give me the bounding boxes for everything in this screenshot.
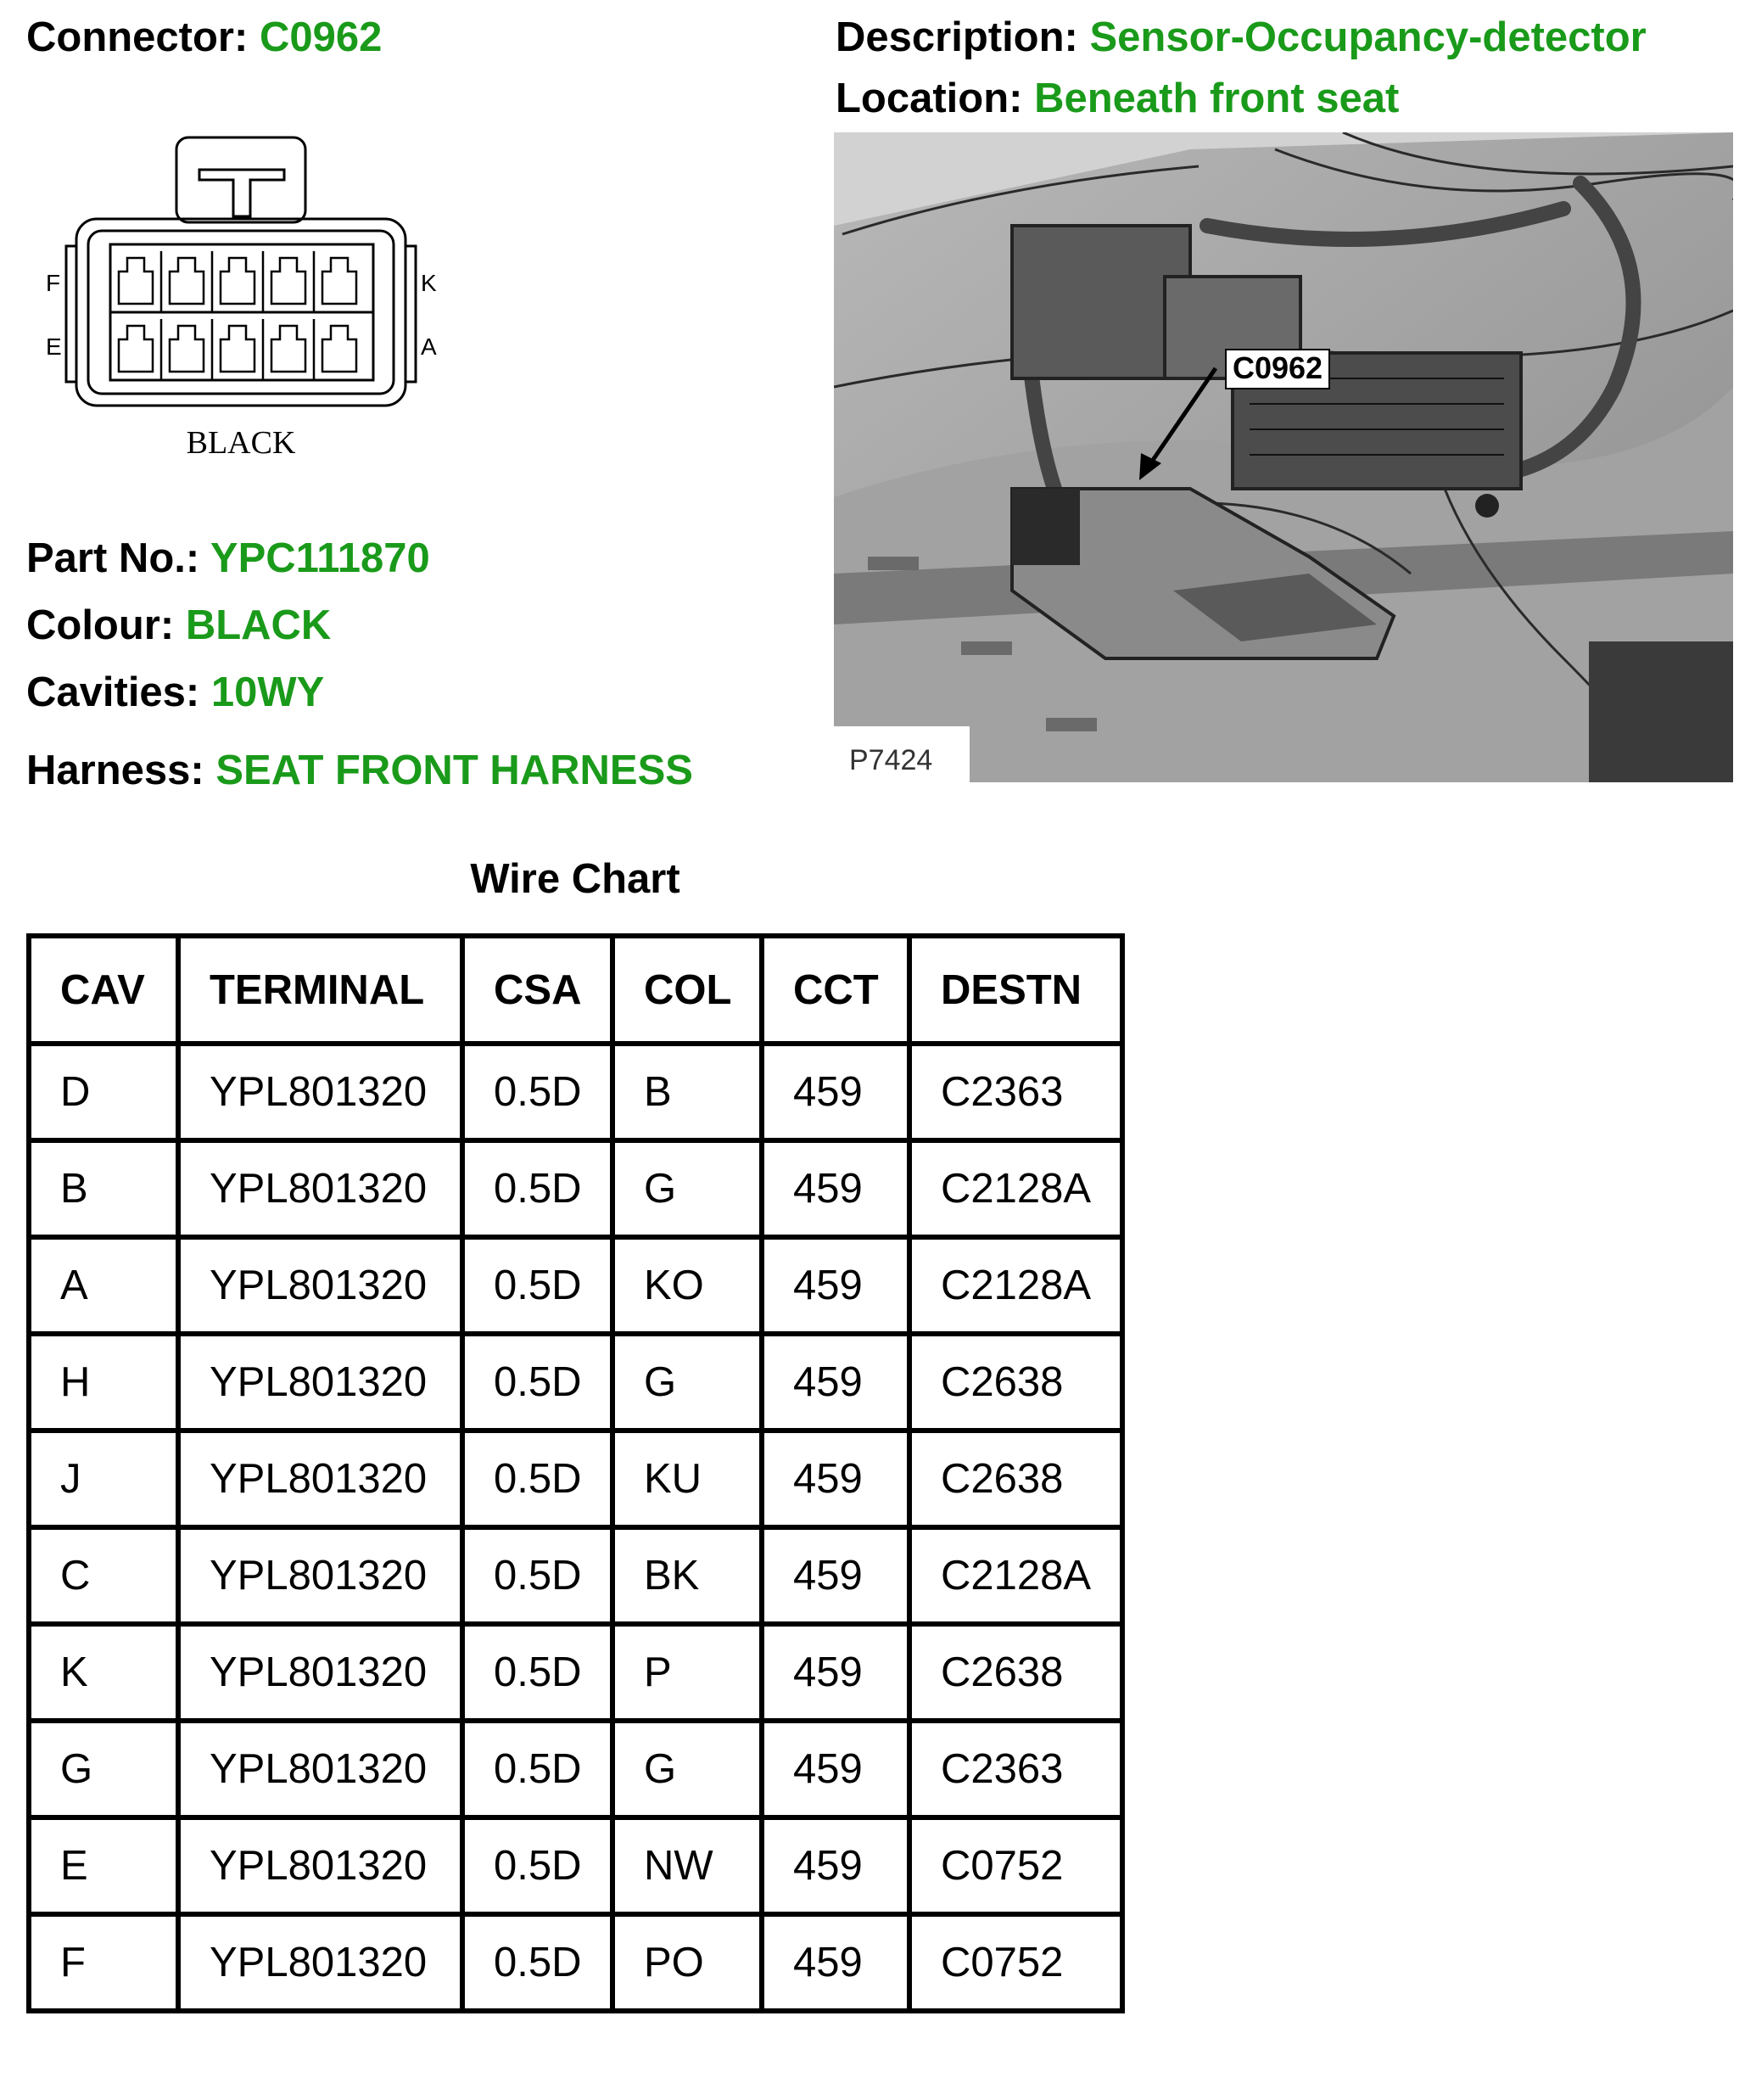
cell-terminal: YPL801320 bbox=[178, 1237, 462, 1334]
cell-terminal: YPL801320 bbox=[178, 1334, 462, 1431]
cell-terminal: YPL801320 bbox=[178, 1721, 462, 1817]
cavities-label: Cavities: bbox=[26, 669, 200, 715]
location-label: Location: bbox=[836, 76, 1023, 121]
cavity-outline bbox=[322, 258, 356, 304]
cell-csa: 0.5D bbox=[462, 1237, 612, 1334]
pin-label-f: F bbox=[46, 270, 61, 296]
part-number-value: YPC111870 bbox=[210, 535, 430, 581]
cell-col: G bbox=[612, 1140, 762, 1237]
location-field bbox=[836, 78, 1399, 120]
table-row bbox=[29, 1527, 1122, 1624]
cell-cct: 459 bbox=[762, 1914, 909, 2011]
cavity-outline bbox=[221, 326, 254, 372]
cell-cav: J bbox=[29, 1431, 178, 1527]
cell-cav: B bbox=[29, 1140, 178, 1237]
cell-cct: 459 bbox=[762, 1721, 909, 1817]
table-row bbox=[29, 1817, 1122, 1914]
column-header-terminal: TERMINAL bbox=[178, 936, 462, 1044]
cavity-outline bbox=[322, 326, 356, 372]
cell-terminal: YPL801320 bbox=[178, 1140, 462, 1237]
harness-label: Harness: bbox=[26, 748, 204, 793]
cell-cav: C bbox=[29, 1527, 178, 1624]
colour-label: Colour: bbox=[26, 602, 175, 648]
harness-value: SEAT FRONT HARNESS bbox=[215, 748, 693, 793]
cell-csa: 0.5D bbox=[462, 1527, 612, 1624]
description-value: Sensor-Occupancy-detector bbox=[1089, 14, 1647, 60]
cell-cct: 459 bbox=[762, 1334, 909, 1431]
description-field bbox=[836, 14, 1647, 60]
cell-destn: C2128A bbox=[909, 1140, 1122, 1237]
cell-destn: C2128A bbox=[909, 1527, 1122, 1624]
housing-colour-label: BLACK bbox=[186, 425, 296, 461]
cell-cct: 459 bbox=[762, 1624, 909, 1721]
cell-csa: 0.5D bbox=[462, 1914, 612, 2011]
cell-cav: F bbox=[29, 1914, 178, 2011]
table-row bbox=[29, 1431, 1122, 1527]
photo-callout-label: C0962 bbox=[1232, 350, 1323, 385]
cavity-outline bbox=[119, 258, 153, 304]
table-row bbox=[29, 1140, 1122, 1237]
cavity-outline bbox=[221, 258, 254, 304]
cell-col: PO bbox=[612, 1914, 762, 2011]
cell-col: G bbox=[612, 1721, 762, 1817]
description-label: Description: bbox=[836, 14, 1078, 60]
cell-csa: 0.5D bbox=[462, 1817, 612, 1914]
cell-csa: 0.5D bbox=[462, 1431, 612, 1527]
wire-chart-body bbox=[29, 1044, 1122, 2011]
column-header-csa: CSA bbox=[462, 936, 612, 1044]
table-row bbox=[29, 1044, 1122, 1140]
table-header-row bbox=[29, 936, 1122, 1044]
cavities-value: 10WY bbox=[210, 669, 325, 715]
cell-destn: C2638 bbox=[909, 1334, 1122, 1431]
cell-cct: 459 bbox=[762, 1527, 909, 1624]
connector-field bbox=[26, 14, 383, 60]
connector-value: C0962 bbox=[259, 14, 383, 60]
cell-csa: 0.5D bbox=[462, 1140, 612, 1237]
location-value: Beneath front seat bbox=[1034, 76, 1400, 121]
cell-cct: 459 bbox=[762, 1817, 909, 1914]
cell-csa: 0.5D bbox=[462, 1334, 612, 1431]
cell-terminal: YPL801320 bbox=[178, 1431, 462, 1527]
cell-col: KU bbox=[612, 1431, 762, 1527]
wire-chart-title: Wire Chart bbox=[470, 856, 680, 902]
harness-field bbox=[26, 750, 693, 792]
cell-col: BK bbox=[612, 1527, 762, 1624]
photo-figure-id: P7424 bbox=[849, 744, 933, 776]
cell-destn: C0752 bbox=[909, 1817, 1122, 1914]
table-row bbox=[29, 1914, 1122, 2011]
cell-destn: C2638 bbox=[909, 1624, 1122, 1721]
cavities-field bbox=[26, 669, 325, 715]
cell-csa: 0.5D bbox=[462, 1721, 612, 1817]
table-row bbox=[29, 1334, 1122, 1431]
cell-cav: H bbox=[29, 1334, 178, 1431]
cell-cav: G bbox=[29, 1721, 178, 1817]
cell-cct: 459 bbox=[762, 1044, 909, 1140]
cell-cav: K bbox=[29, 1624, 178, 1721]
cell-cav: D bbox=[29, 1044, 178, 1140]
pin-label-e: E bbox=[46, 333, 62, 360]
cell-col: B bbox=[612, 1044, 762, 1140]
cell-csa: 0.5D bbox=[462, 1044, 612, 1140]
location-photo bbox=[834, 132, 1733, 782]
cell-csa: 0.5D bbox=[462, 1624, 612, 1721]
cell-cav: A bbox=[29, 1237, 178, 1334]
cell-destn: C2363 bbox=[909, 1044, 1122, 1140]
cell-destn: C2128A bbox=[909, 1237, 1122, 1334]
column-header-col: COL bbox=[612, 936, 762, 1044]
cell-cav: E bbox=[29, 1817, 178, 1914]
cell-terminal: YPL801320 bbox=[178, 1044, 462, 1140]
cavity-outline bbox=[271, 326, 305, 372]
wire-chart-table bbox=[26, 933, 1125, 2013]
cell-cct: 459 bbox=[762, 1431, 909, 1527]
column-header-destn: DESTN bbox=[909, 936, 1122, 1044]
cell-cct: 459 bbox=[762, 1140, 909, 1237]
colour-value: BLACK bbox=[185, 602, 332, 648]
cell-terminal: YPL801320 bbox=[178, 1817, 462, 1914]
cell-terminal: YPL801320 bbox=[178, 1914, 462, 2011]
table-row bbox=[29, 1237, 1122, 1334]
cell-col: P bbox=[612, 1624, 762, 1721]
cell-col: KO bbox=[612, 1237, 762, 1334]
cavity-outline bbox=[170, 258, 204, 304]
column-header-cav: CAV bbox=[29, 936, 178, 1044]
part-number-field bbox=[26, 535, 430, 581]
cavity-outline bbox=[119, 326, 153, 372]
pin-label-k: K bbox=[421, 270, 437, 296]
cell-cct: 459 bbox=[762, 1237, 909, 1334]
cavity-outline bbox=[170, 326, 204, 372]
connector-label: Connector: bbox=[26, 14, 249, 60]
cell-destn: C2363 bbox=[909, 1721, 1122, 1817]
pin-label-a: A bbox=[421, 333, 437, 360]
cell-destn: C2638 bbox=[909, 1431, 1122, 1527]
cavity-outline bbox=[271, 258, 305, 304]
table-row bbox=[29, 1721, 1122, 1817]
cell-col: NW bbox=[612, 1817, 762, 1914]
column-header-cct: CCT bbox=[762, 936, 909, 1044]
cell-terminal: YPL801320 bbox=[178, 1527, 462, 1624]
table-row bbox=[29, 1624, 1122, 1721]
part-number-label: Part No.: bbox=[26, 535, 200, 581]
connector-face-diagram bbox=[34, 127, 458, 467]
cell-col: G bbox=[612, 1334, 762, 1431]
cell-destn: C0752 bbox=[909, 1914, 1122, 2011]
cell-terminal: YPL801320 bbox=[178, 1624, 462, 1721]
colour-field bbox=[26, 602, 332, 648]
